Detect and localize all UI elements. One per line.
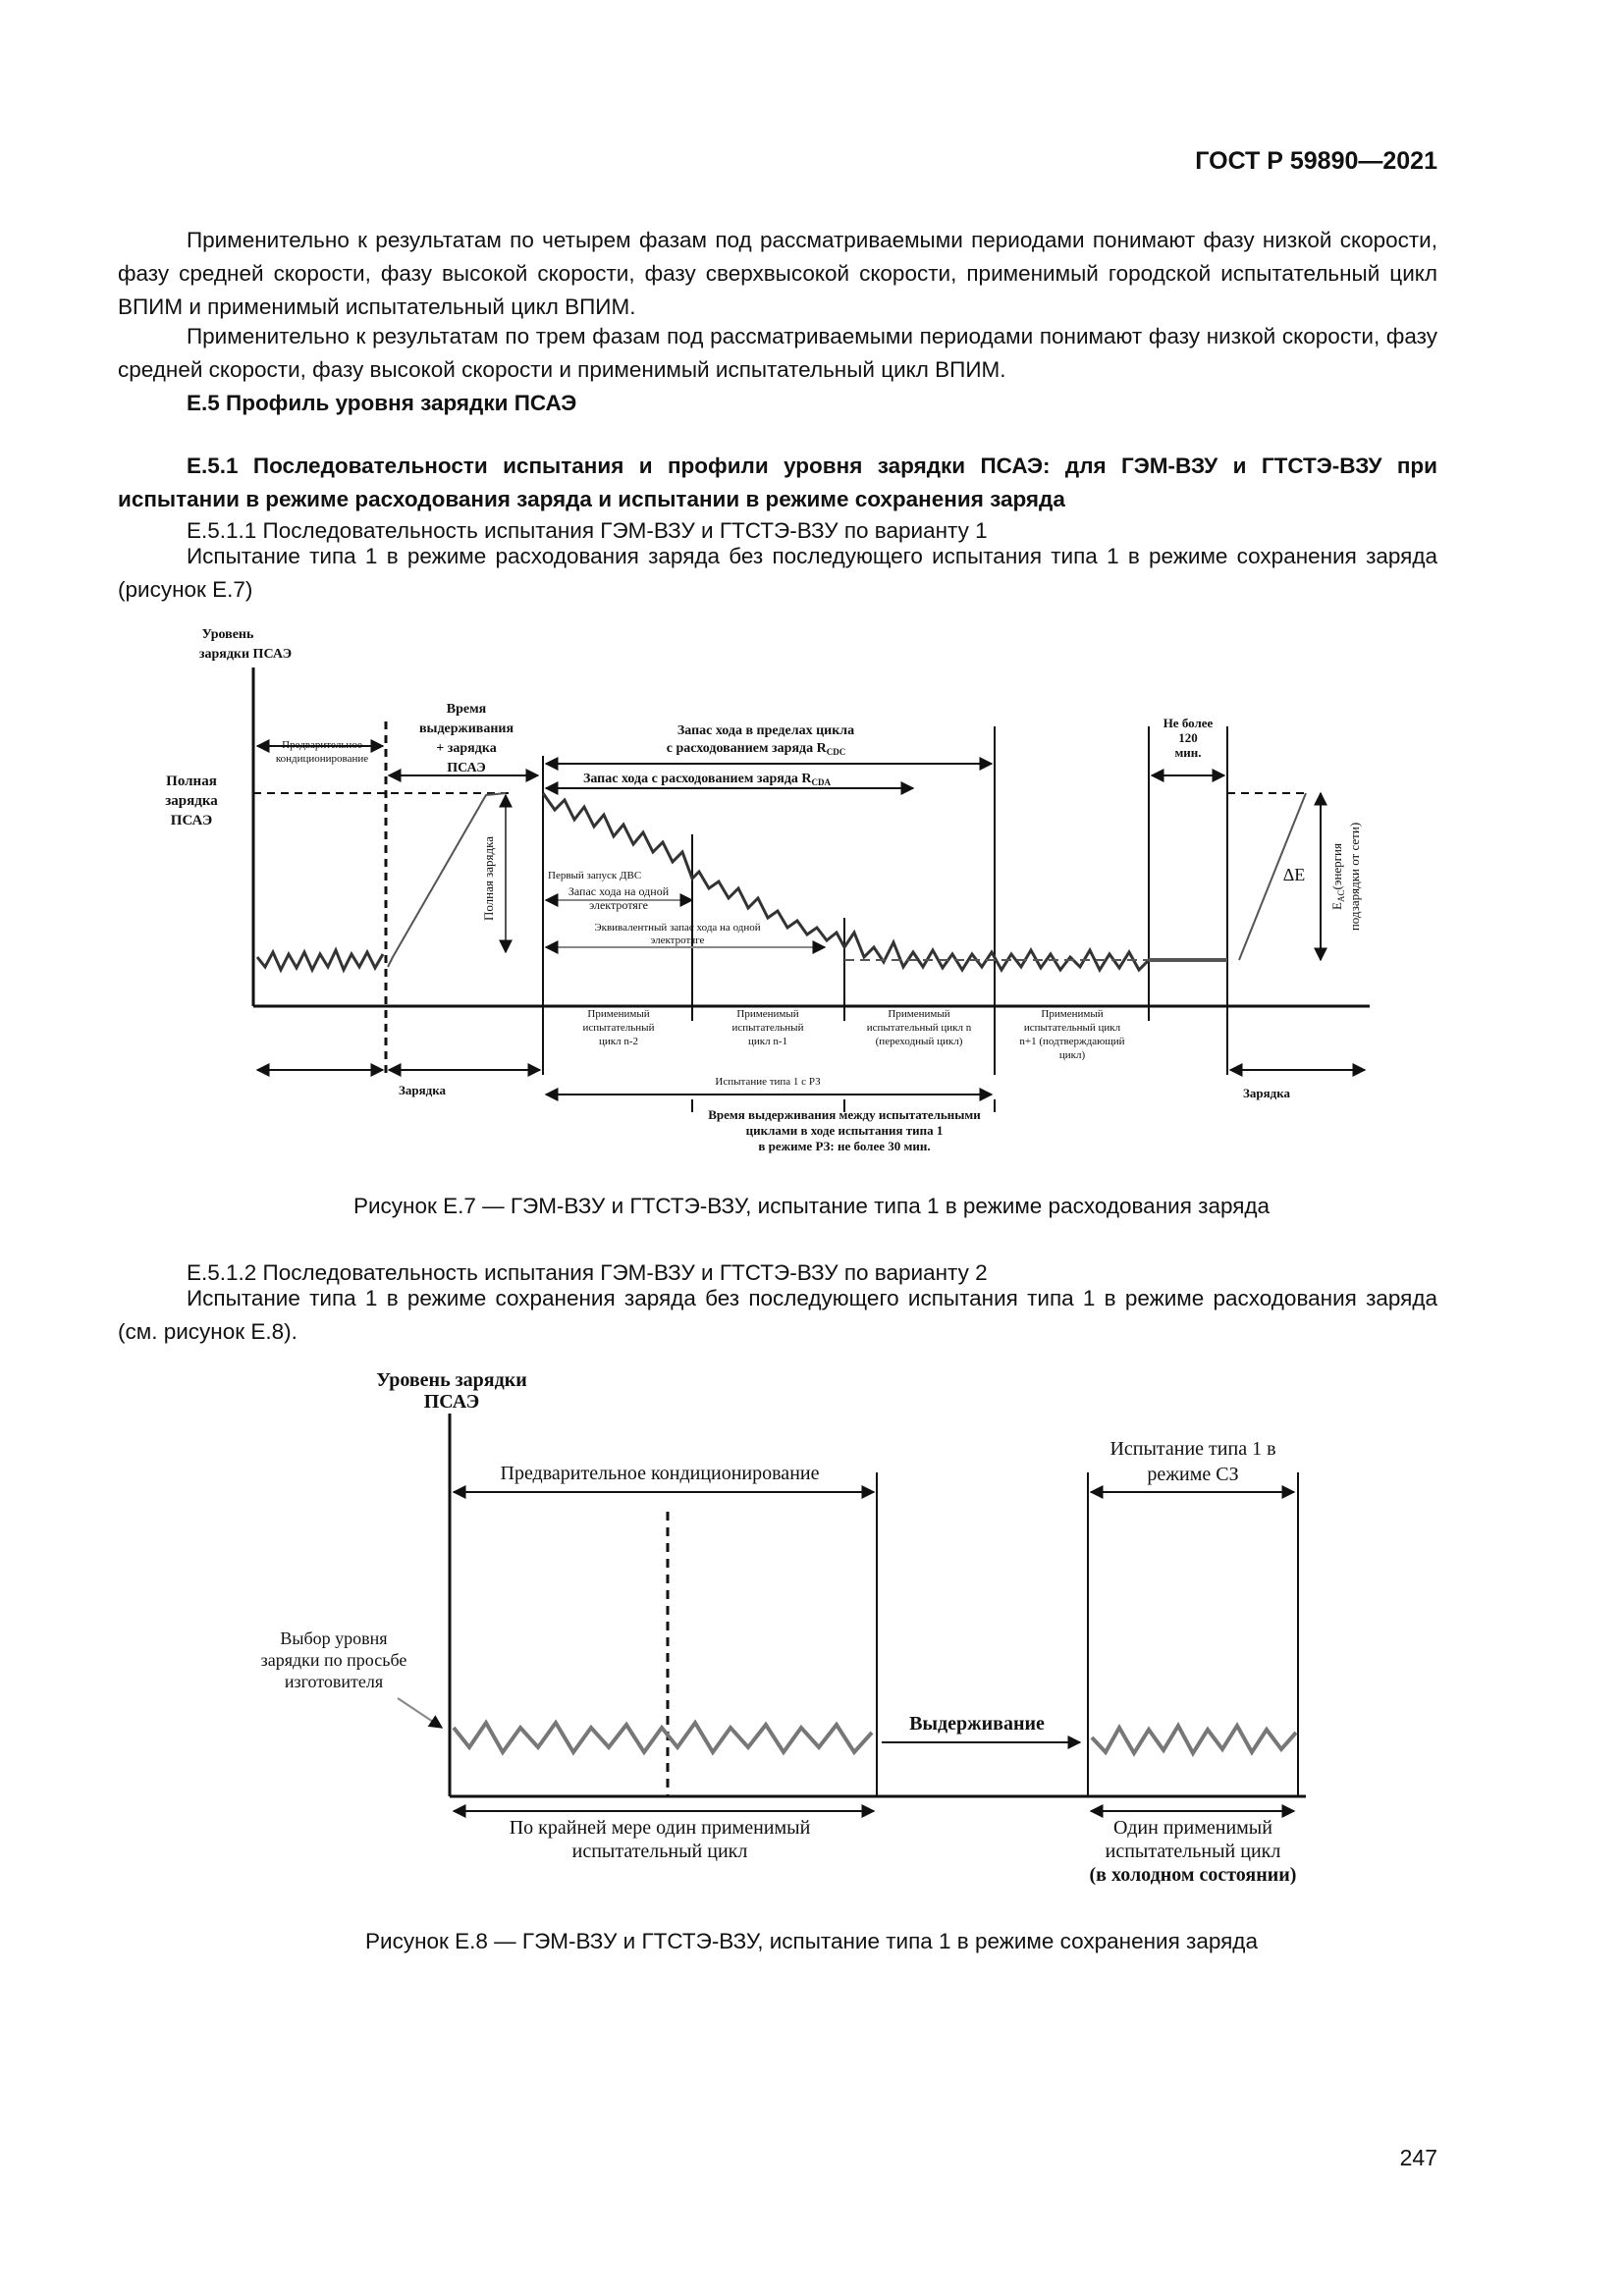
e8-one-cycle-label-3: (в холодном состоянии)	[1089, 1864, 1297, 1886]
e7-precond-label-2: кондиционирование	[275, 753, 369, 765]
e7-soc-precond	[257, 950, 383, 970]
e7-cycle-n-label-2: испытательный цикл n	[866, 1022, 972, 1034]
e7-eac-label-1: $E_{AC}(энергия$	[1329, 843, 1346, 910]
e7-max120-label-3: мин.	[1174, 745, 1202, 760]
e8-cs-test-label-1: Испытание типа 1 в	[1109, 1438, 1276, 1460]
e8-soc-select-label-1: Выбор уровня	[280, 1629, 388, 1648]
e8-soc-select-label-2: зарядки по просьбе	[260, 1650, 407, 1670]
e8-at-least-label-1: По крайней мере один применимый	[509, 1817, 811, 1839]
e8-soc-precond	[454, 1723, 872, 1752]
e7-eaer-label-2: электротяге	[650, 934, 705, 946]
e7-aer-label-2: электротяге	[589, 898, 648, 912]
e7-soak-label-4: ПСАЭ	[447, 761, 486, 775]
e7-soak-label-3: + зарядка	[436, 741, 497, 756]
e7-rcdc-label-2: с расходованием заряда $R_{CDC}$	[666, 741, 846, 757]
e8-one-cycle-label-1: Один применимый	[1113, 1817, 1272, 1839]
subsection-e511: Е.5.1.1 Последовательность испытания ГЭМ-ВЗУ и ГТСТЭ-ВЗУ по варианту 1	[187, 518, 988, 543]
paragraph-four-phases: Применительно к результатам по четырем фазам под рассматриваемыми периодами понимают фазу низкой скорости, фазу средней скорости, фазу высокой скорости, фазу сверхвысокой скорости, применимый городской испытательный цикл ВПИМ и применимый испытательный цикл ВПИМ.	[118, 228, 1437, 319]
e7-cycle-np1-label-2: испытательный цикл	[1023, 1022, 1121, 1034]
e7-soak-between-3: в режиме РЗ: не более 30 мин.	[758, 1139, 931, 1153]
e7-cycle-n-label-1: Применимый	[888, 1008, 950, 1020]
e7-cycle-n1-label-3: цикл n-1	[747, 1036, 788, 1047]
e7-charging-right: Зарядка	[1243, 1086, 1290, 1100]
paragraph-e512-text: Испытание типа 1 в режиме сохранения заряда без последующего испытания типа 1 в режиме расходования заряда (см. рисунок Е.8).	[118, 1286, 1437, 1344]
e7-cycle-n2-label-3: цикл n-2	[598, 1036, 639, 1047]
document-header: ГОСТ Р 59890—2021	[1195, 147, 1437, 175]
e7-cycle-n2-label-2: испытательный	[582, 1022, 655, 1034]
e7-full-charge-label-3: ПСАЭ	[170, 813, 213, 828]
paragraph-three-phases: Применительно к результатам по трем фазам под рассматриваемыми периодами понимают фазу низкой скорости, фазу средней скорости, фазу высокой скорости и применимый испытательный цикл ВПИМ.	[118, 324, 1437, 382]
e7-ice-start-label: Первый запуск ДВС	[548, 870, 642, 881]
e7-eac-label-2: подзарядки от сети)	[1347, 822, 1362, 932]
e7-full-charge-label-2: зарядка	[165, 793, 218, 809]
e7-y-label-2: зарядки ПСАЭ	[198, 647, 293, 662]
e8-soak-label: Выдерживание	[909, 1713, 1045, 1735]
section-heading-e5: Е.5 Профиль уровня зарядки ПСАЭ	[187, 391, 577, 415]
paragraph-e511-text: Испытание типа 1 в режиме расходования заряда без последующего испытания типа 1 в режиме сохранения заряда (рисунок Е.7)	[118, 544, 1437, 602]
figure-e8-diagram	[0, 1364, 1623, 1895]
e7-type1-cd-label: Испытание типа 1 с РЗ	[715, 1076, 821, 1088]
e7-soak-between-1: Время выдерживания между испытательными	[708, 1107, 981, 1122]
e7-cycle-n1-label-1: Применимый	[736, 1008, 799, 1020]
e7-cycle-n-label-3: (переходный цикл)	[875, 1036, 963, 1047]
e7-delta-e-label: ΔE	[1282, 865, 1306, 884]
e7-soak-label-2: выдерживания	[418, 721, 514, 736]
section-heading-e51: Е.5.1 Последовательности испытания и профили уровня зарядки ПСАЭ: для ГЭМ-ВЗУ и ГТСТЭ-ВЗУ при испытании в режиме расходования заряда и испытании в режиме сохранения заряда	[118, 454, 1437, 511]
e7-aer-label-1: Запас хода на одной	[568, 884, 670, 898]
e7-precond-label-1: Предварительное	[282, 739, 362, 751]
e7-max120-label-2: 120	[1178, 730, 1198, 745]
e7-eaer-label-1: Эквивалентный запас хода на одной	[594, 922, 761, 934]
e8-y-label-1: Уровень зарядки	[376, 1369, 527, 1391]
e7-cycle-n2-label-1: Применимый	[587, 1008, 650, 1020]
e8-soc-select-label-3: изготовителя	[284, 1672, 384, 1691]
e8-one-cycle-label-2: испытательный цикл	[1105, 1841, 1281, 1862]
e7-cycle-np1-label-3: n+1 (подтверждающий	[1019, 1036, 1125, 1047]
e7-y-label-1: Уровень	[201, 627, 254, 642]
e7-cycle-np1-label-4: цикл)	[1058, 1049, 1086, 1061]
figure-e8-caption: Рисунок Е.8 — ГЭМ-ВЗУ и ГТСТЭ-ВЗУ, испытание типа 1 в режиме сохранения заряда	[365, 1929, 1258, 1953]
e7-cycle-n1-label-2: испытательный	[731, 1022, 804, 1034]
subsection-e512: Е.5.1.2 Последовательность испытания ГЭМ-ВЗУ и ГТСТЭ-ВЗУ по варианту 2	[187, 1260, 988, 1285]
e7-soc-depletion	[543, 793, 1149, 970]
page-number: 247	[1399, 2145, 1437, 2170]
e7-cycle-np1-label-1: Применимый	[1041, 1008, 1104, 1020]
e7-full-charge-vertical: Полная зарядка	[481, 835, 496, 922]
e7-full-charge-label-1: Полная	[166, 774, 217, 789]
e7-rcda-label: Запас хода с расходованием заряда $R_{CDA}$	[582, 772, 832, 787]
e8-y-label-2: ПСАЭ	[423, 1391, 480, 1413]
figure-e7-caption: Рисунок Е.7 — ГЭМ-ВЗУ и ГТСТЭ-ВЗУ, испытание типа 1 в режиме расходования заряда	[352, 1194, 1271, 1218]
e7-charging-left: Зарядка	[399, 1083, 446, 1097]
figure-e7-diagram	[0, 609, 1623, 1168]
e8-at-least-label-2: испытательный цикл	[571, 1841, 748, 1862]
e7-soak-label-1: Время	[446, 702, 487, 717]
e8-cs-test-label-2: режиме СЗ	[1147, 1464, 1239, 1485]
e8-precond-label: Предварительное кондиционирование	[500, 1463, 820, 1484]
e7-soak-between-2: циклами в ходе испытания типа 1	[745, 1123, 944, 1138]
e7-rcdc-label-1: Запас хода в пределах цикла	[676, 723, 855, 738]
e8-soc-cs-test	[1092, 1726, 1296, 1753]
e7-max120-label-1: Не более	[1163, 716, 1214, 730]
